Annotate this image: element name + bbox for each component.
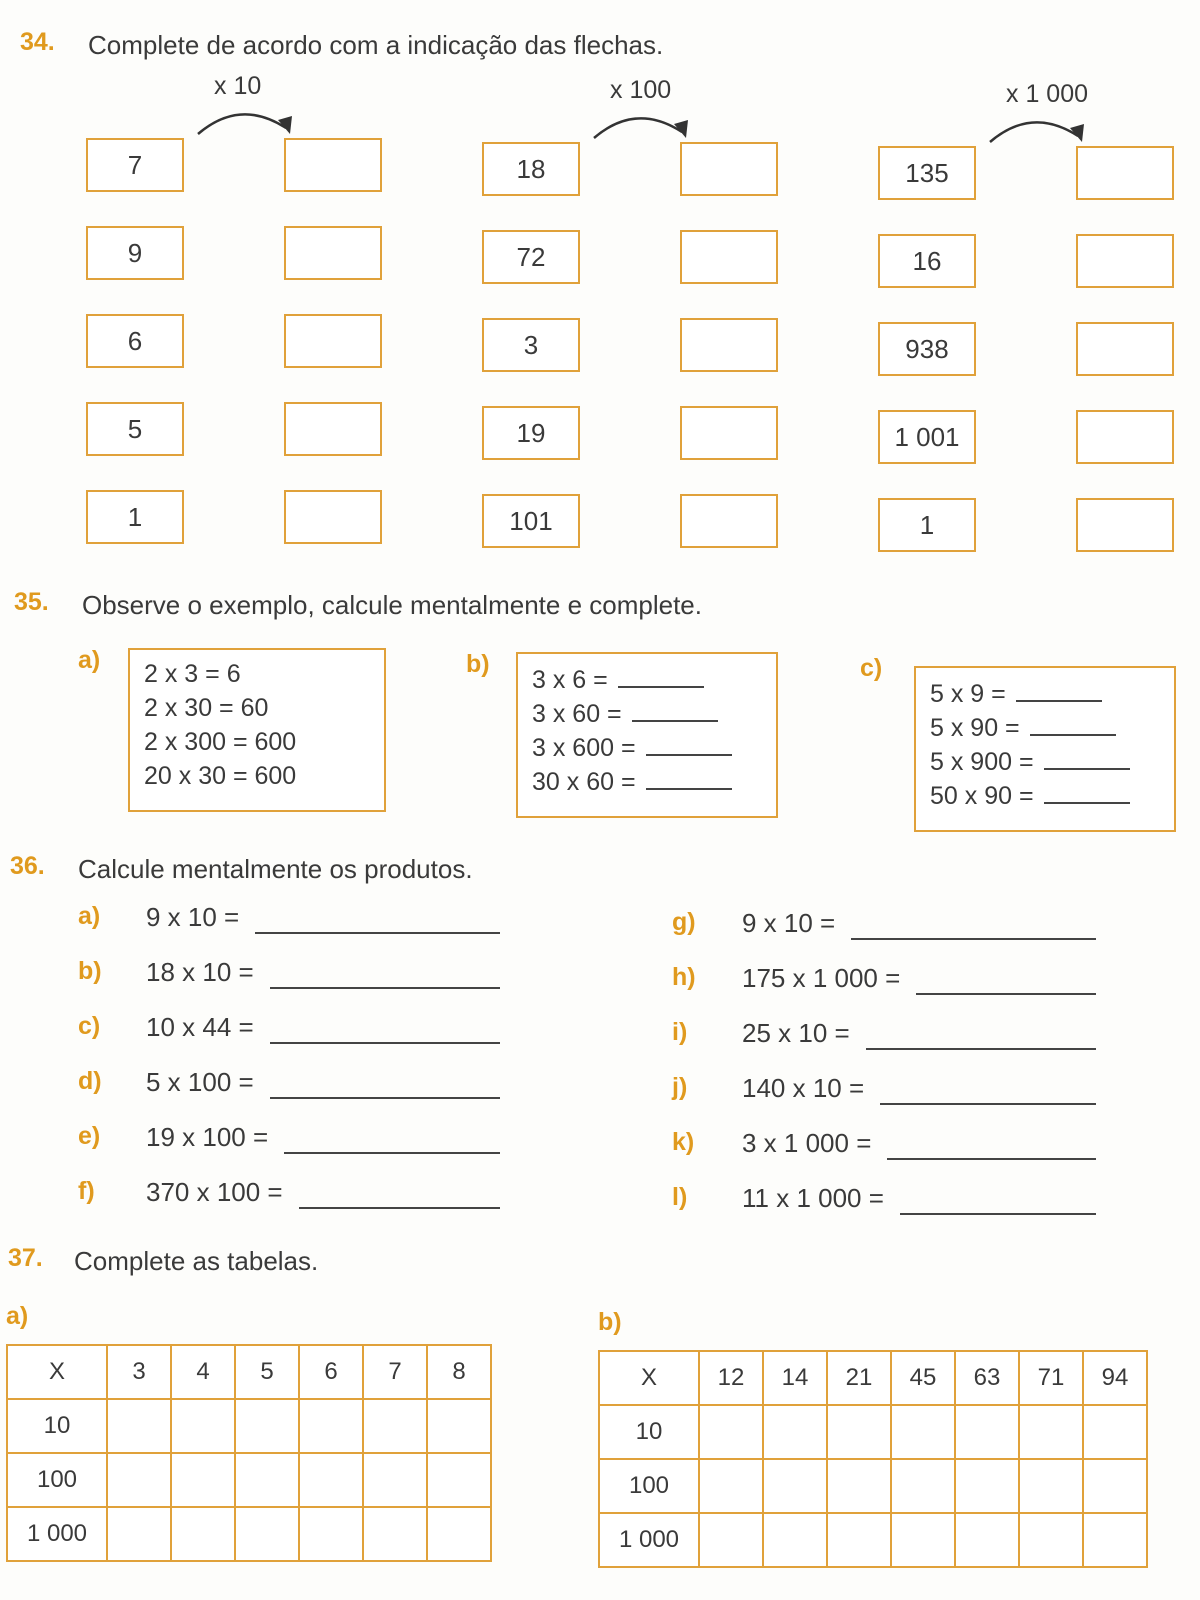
answer-cell[interactable] [955,1459,1019,1513]
answer-blank[interactable] [1030,712,1116,736]
given-number-box: 1 [878,498,976,552]
column-header-cell: 45 [891,1351,955,1405]
item-letter: k) [672,1128,695,1156]
multiplication-table-b [598,1350,1148,1568]
answer-line[interactable] [255,932,500,934]
given-number-box: 1 001 [878,410,976,464]
answer-cell[interactable] [363,1399,427,1453]
column-header-cell: 14 [763,1351,827,1405]
answer-cell[interactable] [107,1399,171,1453]
q35-c-expr: 5 x 9 = [930,680,1006,708]
item-letter: d) [78,1067,102,1095]
given-number-box: 6 [86,314,184,368]
q35-c-expr: 5 x 90 = [930,714,1020,742]
q35-b-expr: 3 x 600 = [532,734,636,762]
answer-box[interactable] [1076,146,1174,200]
table-row [7,1399,491,1453]
answer-box[interactable] [284,402,382,456]
q35-letter-c: c) [860,654,883,682]
answer-box[interactable] [680,318,778,372]
table-row [7,1507,491,1561]
item-letter: a) [78,902,101,930]
answer-blank[interactable] [1044,780,1130,804]
answer-line[interactable] [270,1097,500,1099]
given-number-box: 72 [482,230,580,284]
question-37-text: Complete as tabelas. [74,1246,319,1276]
given-number-box: 19 [482,406,580,460]
answer-cell[interactable] [299,1399,363,1453]
multiplier-label: x 100 [610,76,672,104]
answer-box[interactable] [680,142,778,196]
answer-box[interactable] [284,226,382,280]
item-expression: 19 x 100 = [146,1122,269,1152]
answer-cell[interactable] [763,1459,827,1513]
given-number-box: 5 [86,402,184,456]
answer-cell[interactable] [827,1459,891,1513]
table-row [7,1453,491,1507]
given-number-box: 16 [878,234,976,288]
item-expression: 9 x 10 = [146,902,240,932]
row-header-cell: 10 [7,1399,107,1453]
answer-line[interactable] [900,1213,1096,1215]
answer-box[interactable] [1076,234,1174,288]
answer-cell[interactable] [827,1513,891,1567]
question-34-text: Complete de acordo com a indicação das flechas. [88,30,664,60]
table-b-letter: b) [598,1308,622,1336]
answer-line[interactable] [851,938,1096,940]
answer-cell[interactable] [1019,1513,1083,1567]
question-35-text: Observe o exemplo, calcule mentalmente e complete. [82,590,702,620]
answer-line[interactable] [916,993,1096,995]
answer-cell[interactable] [171,1399,235,1453]
answer-cell[interactable] [699,1405,763,1459]
answer-cell[interactable] [107,1453,171,1507]
answer-box[interactable] [284,314,382,368]
question-35-number: 35. [14,588,49,616]
item-letter: c) [78,1012,101,1040]
q35-c-expr: 50 x 90 = [930,782,1034,810]
q35-c-expr: 5 x 900 = [930,748,1034,776]
question-36-text: Calcule mentalmente os produtos. [78,854,473,884]
table-header-row [7,1345,491,1399]
row-header-cell: 10 [599,1405,699,1459]
item-letter: j) [672,1073,688,1101]
column-header-cell: 94 [1083,1351,1147,1405]
row-header-cell: 1 000 [7,1507,107,1561]
answer-line[interactable] [270,1042,500,1044]
answer-box[interactable] [284,490,382,544]
question-34-number: 34. [20,28,55,56]
answer-line[interactable] [284,1152,500,1154]
q35-a-line: 2 x 30 = 60 [144,694,269,722]
column-header-cell: 21 [827,1351,891,1405]
answer-cell[interactable] [699,1459,763,1513]
answer-cell[interactable] [299,1453,363,1507]
answer-cell[interactable] [235,1399,299,1453]
item-expression: 3 x 1 000 = [742,1128,872,1158]
answer-cell[interactable] [955,1405,1019,1459]
answer-box[interactable] [1076,498,1174,552]
column-header-cell: 8 [427,1345,491,1399]
item-expression: 5 x 100 = [146,1067,254,1097]
answer-line[interactable] [270,987,500,989]
given-number-box: 135 [878,146,976,200]
answer-line[interactable] [880,1103,1096,1105]
item-letter: e) [78,1122,101,1150]
q35-b-expr: 3 x 6 = [532,666,608,694]
answer-cell[interactable] [891,1459,955,1513]
column-header-cell: 6 [299,1345,363,1399]
answer-cell[interactable] [1083,1405,1147,1459]
item-letter: f) [78,1177,95,1205]
item-letter: l) [672,1183,688,1211]
answer-cell[interactable] [427,1453,491,1507]
q35-box-c [914,666,1176,832]
given-number-box: 1 [86,490,184,544]
given-number-box: 101 [482,494,580,548]
answer-line[interactable] [299,1207,500,1209]
table-corner-cell: X [599,1351,699,1405]
item-expression: 370 x 100 = [146,1177,283,1207]
answer-box[interactable] [680,406,778,460]
answer-cell[interactable] [1083,1459,1147,1513]
answer-cell[interactable] [1083,1513,1147,1567]
column-header-cell: 71 [1019,1351,1083,1405]
row-header-cell: 1 000 [599,1513,699,1567]
multiplier-label: x 1 000 [1006,80,1089,108]
table-row [599,1405,1147,1459]
item-expression: 9 x 10 = [742,908,836,938]
item-expression: 140 x 10 = [742,1073,865,1103]
table-corner-cell: X [7,1345,107,1399]
given-number-box: 938 [878,322,976,376]
answer-cell[interactable] [171,1453,235,1507]
answer-cell[interactable] [235,1507,299,1561]
item-letter: g) [672,908,696,936]
table-a-letter: a) [6,1302,29,1330]
answer-blank[interactable] [632,698,718,722]
table-header-row [599,1351,1147,1405]
item-expression: 11 x 1 000 = [742,1183,884,1213]
answer-box[interactable] [1076,410,1174,464]
q35-example-box-a [128,648,386,812]
answer-line[interactable] [866,1048,1096,1050]
column-header-cell: 4 [171,1345,235,1399]
answer-cell[interactable] [363,1507,427,1561]
item-letter: h) [672,963,696,991]
answer-box[interactable] [680,494,778,548]
answer-cell[interactable] [891,1405,955,1459]
given-number-box: 3 [482,318,580,372]
table-row [599,1459,1147,1513]
q35-a-line: 2 x 3 = 6 [144,660,241,688]
multiplier-label: x 10 [214,72,262,100]
given-number-box: 18 [482,142,580,196]
given-number-box: 7 [86,138,184,192]
given-number-box: 9 [86,226,184,280]
answer-cell[interactable] [299,1507,363,1561]
answer-blank[interactable] [646,766,732,790]
item-letter: i) [672,1018,688,1046]
item-expression: 175 x 1 000 = [742,963,901,993]
answer-cell[interactable] [699,1513,763,1567]
answer-box[interactable] [1076,322,1174,376]
answer-blank[interactable] [1016,678,1102,702]
answer-cell[interactable] [763,1405,827,1459]
q35-a-line: 20 x 30 = 600 [144,762,297,790]
item-expression: 10 x 44 = [146,1012,254,1042]
column-header-cell: 7 [363,1345,427,1399]
answer-blank[interactable] [1044,746,1130,770]
answer-box[interactable] [284,138,382,192]
answer-cell[interactable] [171,1507,235,1561]
answer-cell[interactable] [827,1405,891,1459]
answer-cell[interactable] [235,1453,299,1507]
item-letter: b) [78,957,102,985]
row-header-cell: 100 [599,1459,699,1513]
row-header-cell: 100 [7,1453,107,1507]
column-header-cell: 12 [699,1351,763,1405]
q35-a-line: 2 x 300 = 600 [144,728,297,756]
column-header-cell: 63 [955,1351,1019,1405]
answer-cell[interactable] [1019,1405,1083,1459]
item-expression: 25 x 10 = [742,1018,850,1048]
answer-blank[interactable] [646,732,732,756]
question-37-number: 37. [8,1244,43,1272]
answer-cell[interactable] [427,1507,491,1561]
answer-cell[interactable] [763,1513,827,1567]
multiplication-table-a [6,1344,492,1562]
table-row [599,1513,1147,1567]
answer-box[interactable] [680,230,778,284]
q35-letter-a: a) [78,646,101,674]
q35-b-expr: 30 x 60 = [532,768,636,796]
column-header-cell: 5 [235,1345,299,1399]
answer-cell[interactable] [427,1399,491,1453]
answer-line[interactable] [887,1158,1096,1160]
column-header-cell: 3 [107,1345,171,1399]
answer-cell[interactable] [955,1513,1019,1567]
q35-letter-b: b) [466,650,490,678]
answer-cell[interactable] [363,1453,427,1507]
question-36-number: 36. [10,852,45,880]
q35-b-expr: 3 x 60 = [532,700,622,728]
answer-blank[interactable] [618,664,704,688]
q35-box-b [516,652,778,818]
answer-cell[interactable] [1019,1459,1083,1513]
answer-cell[interactable] [107,1507,171,1561]
item-expression: 18 x 10 = [146,957,254,987]
answer-cell[interactable] [891,1513,955,1567]
